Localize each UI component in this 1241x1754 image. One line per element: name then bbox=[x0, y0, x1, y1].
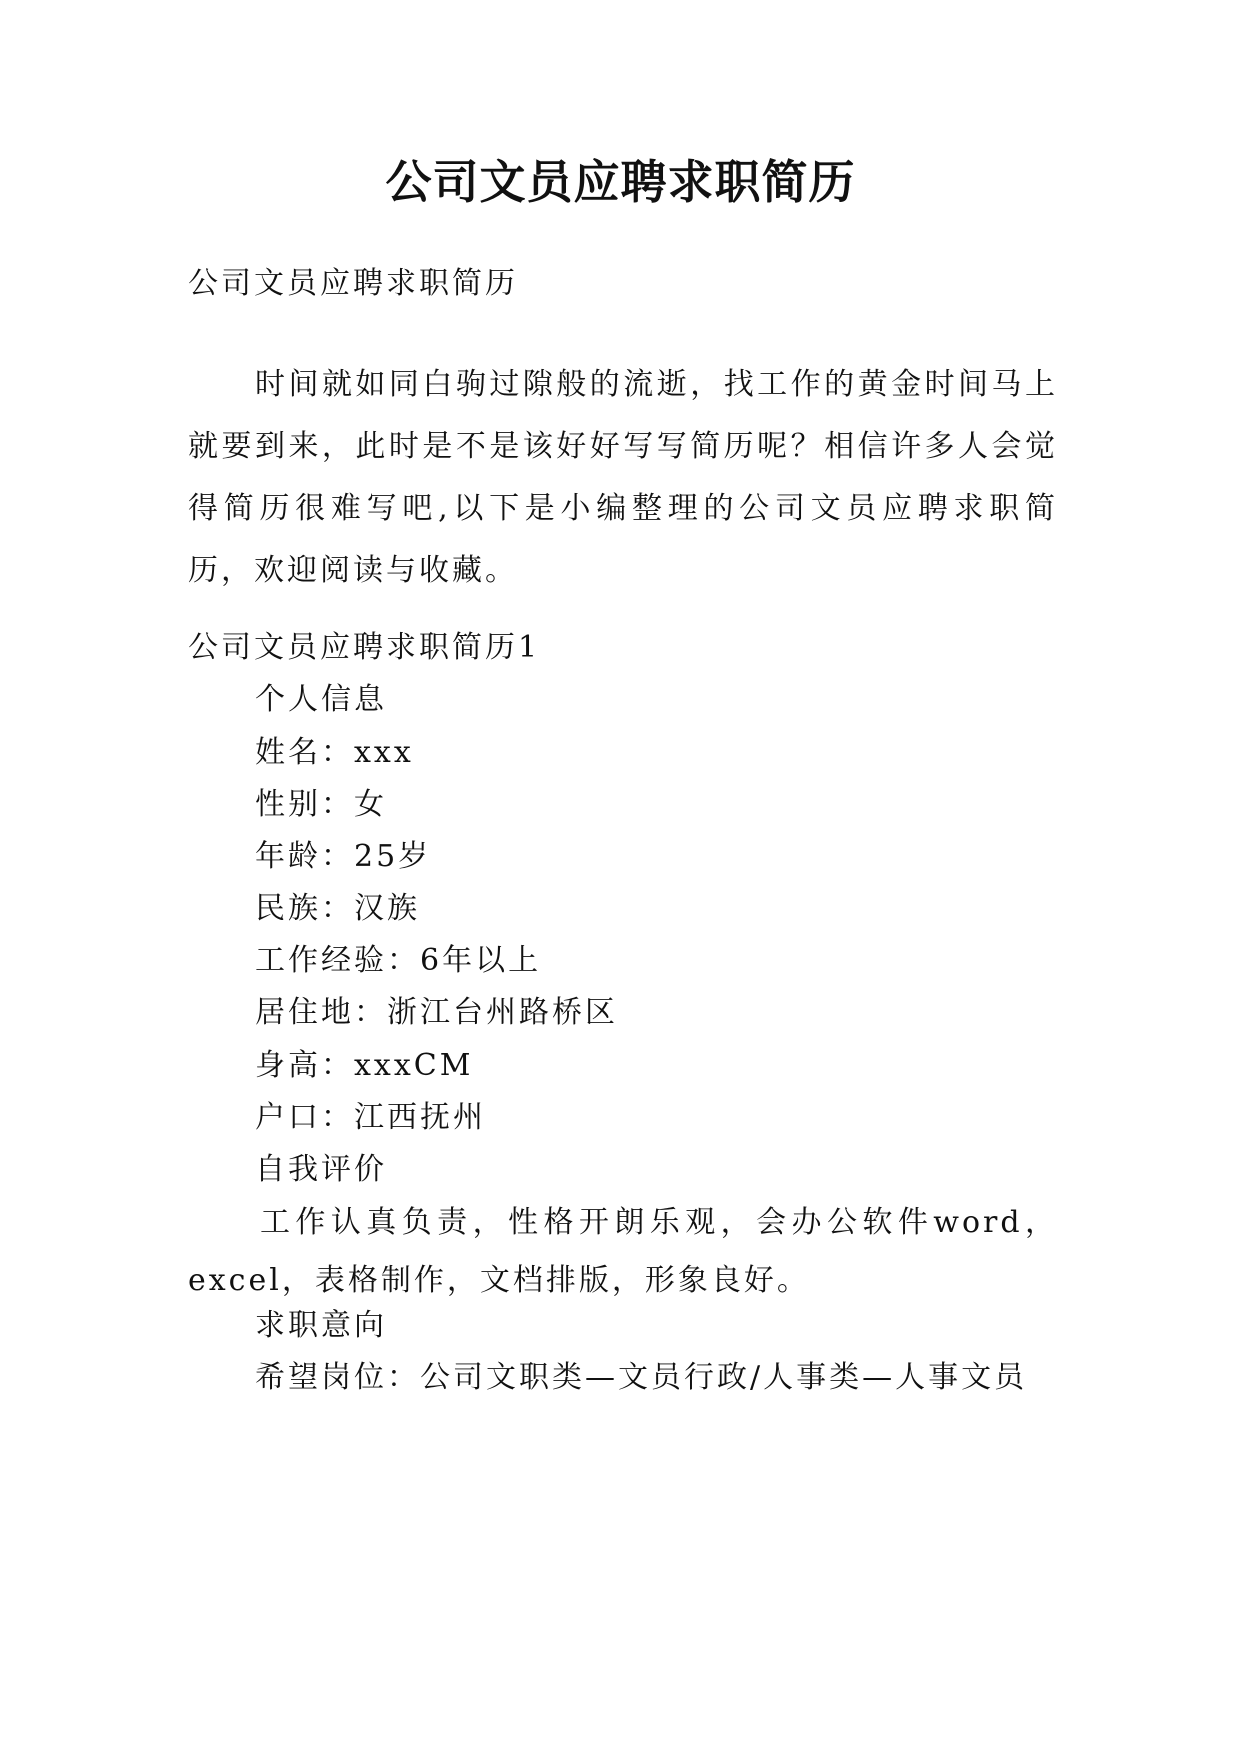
self-eval-heading: 自我评价 bbox=[255, 1152, 387, 1187]
document-title: 公司文员应聘求职简历 bbox=[385, 155, 856, 209]
personal-info-heading: 个人信息 bbox=[255, 682, 387, 717]
field-height: 身高：xxxCM bbox=[255, 1048, 474, 1083]
field-age: 年龄：25岁 bbox=[255, 839, 432, 874]
self-eval-text: 工作认真负责，性格开朗乐观，会办公软件word，excel，表格制作，文档排版，形象良好。 bbox=[188, 1205, 1058, 1298]
section-heading: 公司文员应聘求职简历1 bbox=[188, 630, 541, 665]
field-gender: 性别：女 bbox=[255, 787, 387, 822]
field-ethnicity: 民族：汉族 bbox=[255, 891, 420, 926]
field-hukou: 户口：江西抚州 bbox=[255, 1100, 486, 1135]
job-intent-heading: 求职意向 bbox=[255, 1308, 387, 1343]
field-residence: 居住地：浙江台州路桥区 bbox=[255, 995, 618, 1030]
intro-paragraph: 时间就如同白驹过隙般的流逝，找工作的黄金时间马上就要到来，此时是不是该好好写写简历呢？相信许多人会觉得简历很难写吧,以下是小编整理的公司文员应聘求职简历，欢迎阅读与收藏。 bbox=[188, 367, 1058, 588]
field-experience: 工作经验：6年以上 bbox=[255, 943, 542, 978]
field-name: 姓名：xxx bbox=[255, 735, 414, 770]
document-subtitle: 公司文员应聘求职简历 bbox=[188, 266, 518, 301]
desired-position: 希望岗位：公司文职类—文员行政/人事类—人事文员 bbox=[255, 1360, 1028, 1395]
